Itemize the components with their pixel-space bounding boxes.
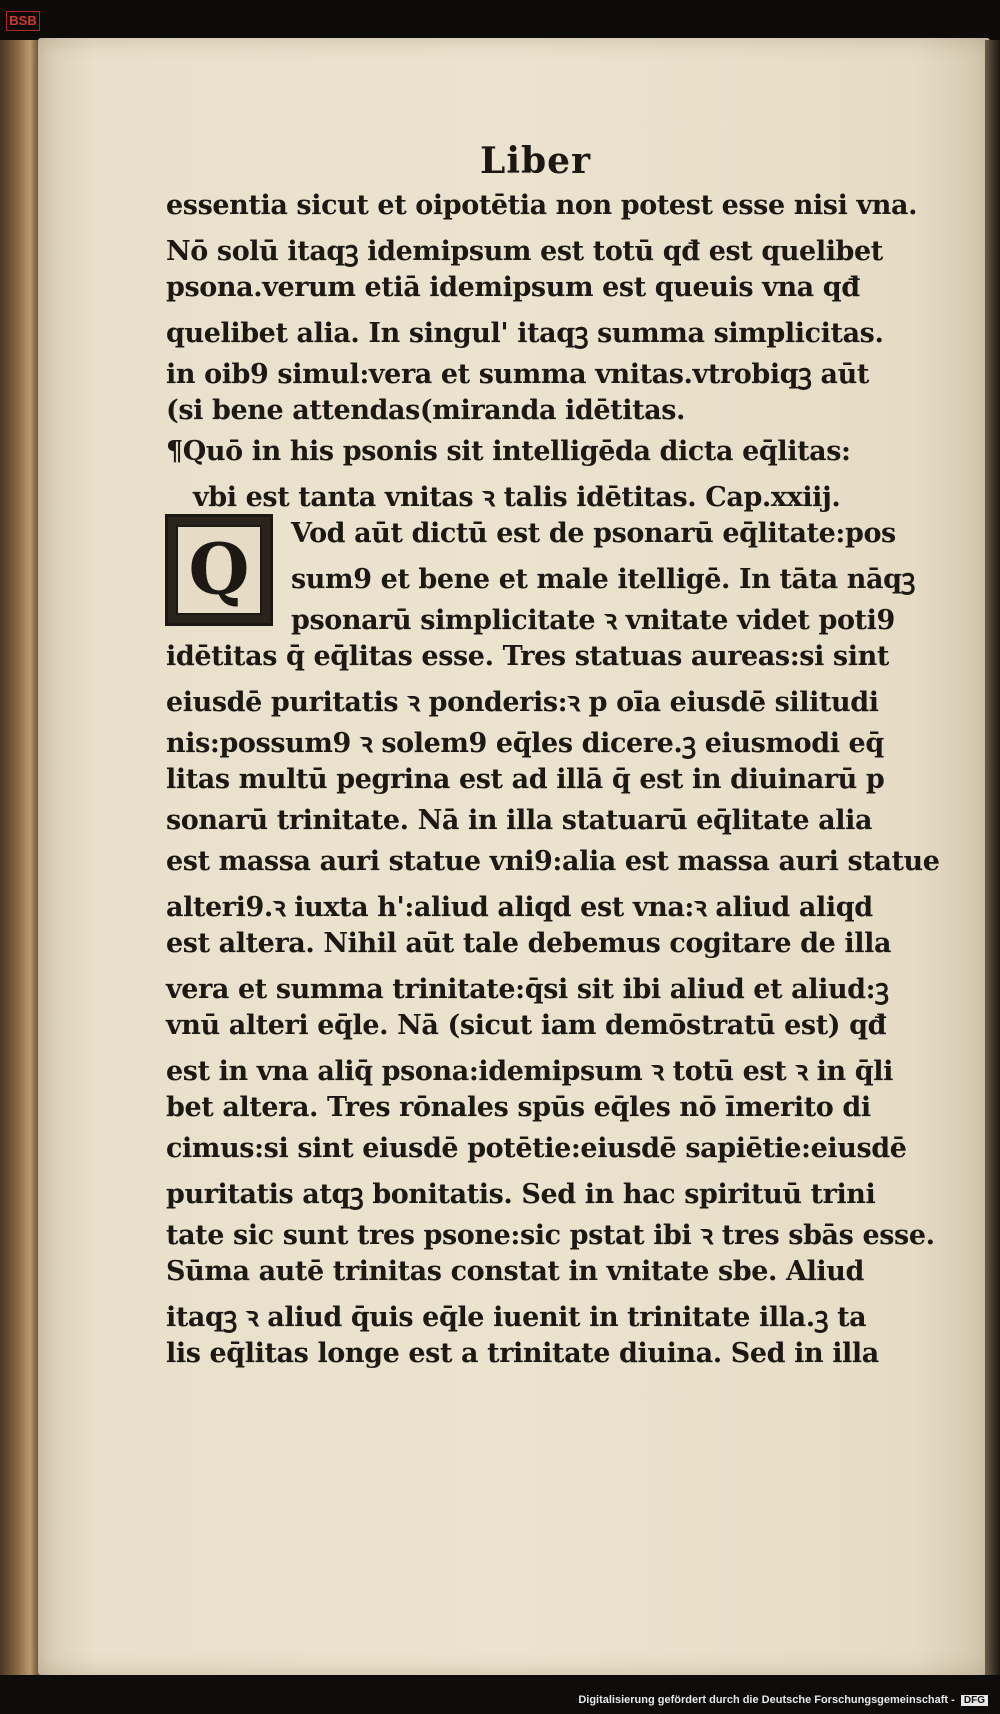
running-head: Liber bbox=[480, 140, 592, 182]
text-line: eiusdē puritatis ꝛ ponderis:ꝛ p oīa eiusdē silitudi bbox=[166, 687, 879, 718]
text-line: vnū alteri eq̄le. Nā (sicut iam demōstratū est) qđ bbox=[166, 1010, 887, 1041]
text-line: litas multū pegrina est ad illā q̄ est in diuinarū p bbox=[166, 764, 885, 795]
text-line: nis:possum9 ꝛ solem9 eq̄les dicere.ꝫ eiusmodi eq̄ bbox=[166, 728, 884, 759]
footer-credit bbox=[578, 1694, 988, 1706]
top-strip bbox=[0, 0, 1000, 36]
text-line: bet altera. Tres rōnales spūs eq̄les nō īmerito di bbox=[166, 1092, 871, 1123]
text-line: itaqꝫ ꝛ aliud q̄uis eq̄le iuenit in trinitate illa.ꝫ ta bbox=[166, 1302, 867, 1333]
text-line: sonarū trinitate. Nā in illa statuarū eq̄litate alia bbox=[166, 805, 873, 836]
text-line: in oib9 simul:vera et summa vnitas.vtrobiqꝫ aūt bbox=[166, 359, 869, 390]
page-right-edge bbox=[985, 40, 1000, 1675]
library-logo: BSB bbox=[6, 11, 40, 31]
text-line: lis eq̄litas longe est a trinitate diuina. Sed in illa bbox=[166, 1338, 879, 1369]
book-edge bbox=[0, 40, 40, 1675]
text-line: tate sic sunt tres psone:sic pstat ibi ꝛ tres sbās esse. bbox=[166, 1220, 935, 1251]
text-line: est altera. Nihil aūt tale debemus cogitare de illa bbox=[166, 928, 892, 959]
text-line: Sūma autē trinitas constat in vnitate sbe. Aliud bbox=[166, 1256, 865, 1287]
footer-text: Digitalisierung gefördert durch die Deutsche Forschungsgemeinschaft - bbox=[578, 1694, 955, 1706]
text-line: alteri9.ꝛ iuxta h':aliud aliqd est vna:ꝛ aliud aliqd bbox=[166, 892, 873, 923]
text-line: psona.verum etiā idemipsum est queuis vna qđ bbox=[166, 272, 860, 303]
chapter-heading: vbi est tanta vnitas ꝛ talis idētitas. Cap.xxiij. bbox=[193, 482, 841, 513]
text-line: est in vna aliq̄ psona:idemipsum ꝛ totū est ꝛ in q̄li bbox=[166, 1056, 893, 1087]
text-line: Nō solū itaqꝫ idemipsum est totū qđ est quelibet bbox=[166, 236, 883, 267]
initial-letter: Q bbox=[188, 528, 250, 611]
text-line: psonarū simplicitate ꝛ vnitate videt poti9 bbox=[291, 605, 895, 636]
text-line: puritatis atqꝫ bonitatis. Sed in hac spirituū trini bbox=[166, 1179, 876, 1210]
text-line: quelibet alia. In singul' itaqꝫ summa simplicitas. bbox=[166, 318, 884, 349]
text-line: Vod aūt dictū est de psonarū eq̄litate:pos bbox=[291, 518, 896, 549]
text-line: est massa auri statue vni9:alia est massa auri statue bbox=[166, 846, 940, 877]
text-line: (si bene attendas(miranda idētitas. bbox=[166, 395, 686, 426]
text-line: idētitas q̄ eq̄litas esse. Tres statuas aureas:si sint bbox=[166, 641, 889, 672]
text-line: essentia sicut et oipotētia non potest esse nisi vna. bbox=[166, 190, 918, 221]
text-line: sum9 et bene et male itelligē. In tāta nāqꝫ bbox=[291, 564, 915, 595]
chapter-heading: ¶Quō in his psonis sit intelligēda dicta eq̄litas: bbox=[166, 436, 851, 467]
text-line: vera et summa trinitate:q̄si sit ibi aliud et aliud:ꝫ bbox=[166, 974, 889, 1005]
text-line: cimus:si sint eiusdē potētie:eiusdē sapiētie:eiusdē bbox=[166, 1133, 907, 1164]
text-block bbox=[163, 190, 953, 1379]
dfg-logo: DFG bbox=[961, 1695, 988, 1706]
